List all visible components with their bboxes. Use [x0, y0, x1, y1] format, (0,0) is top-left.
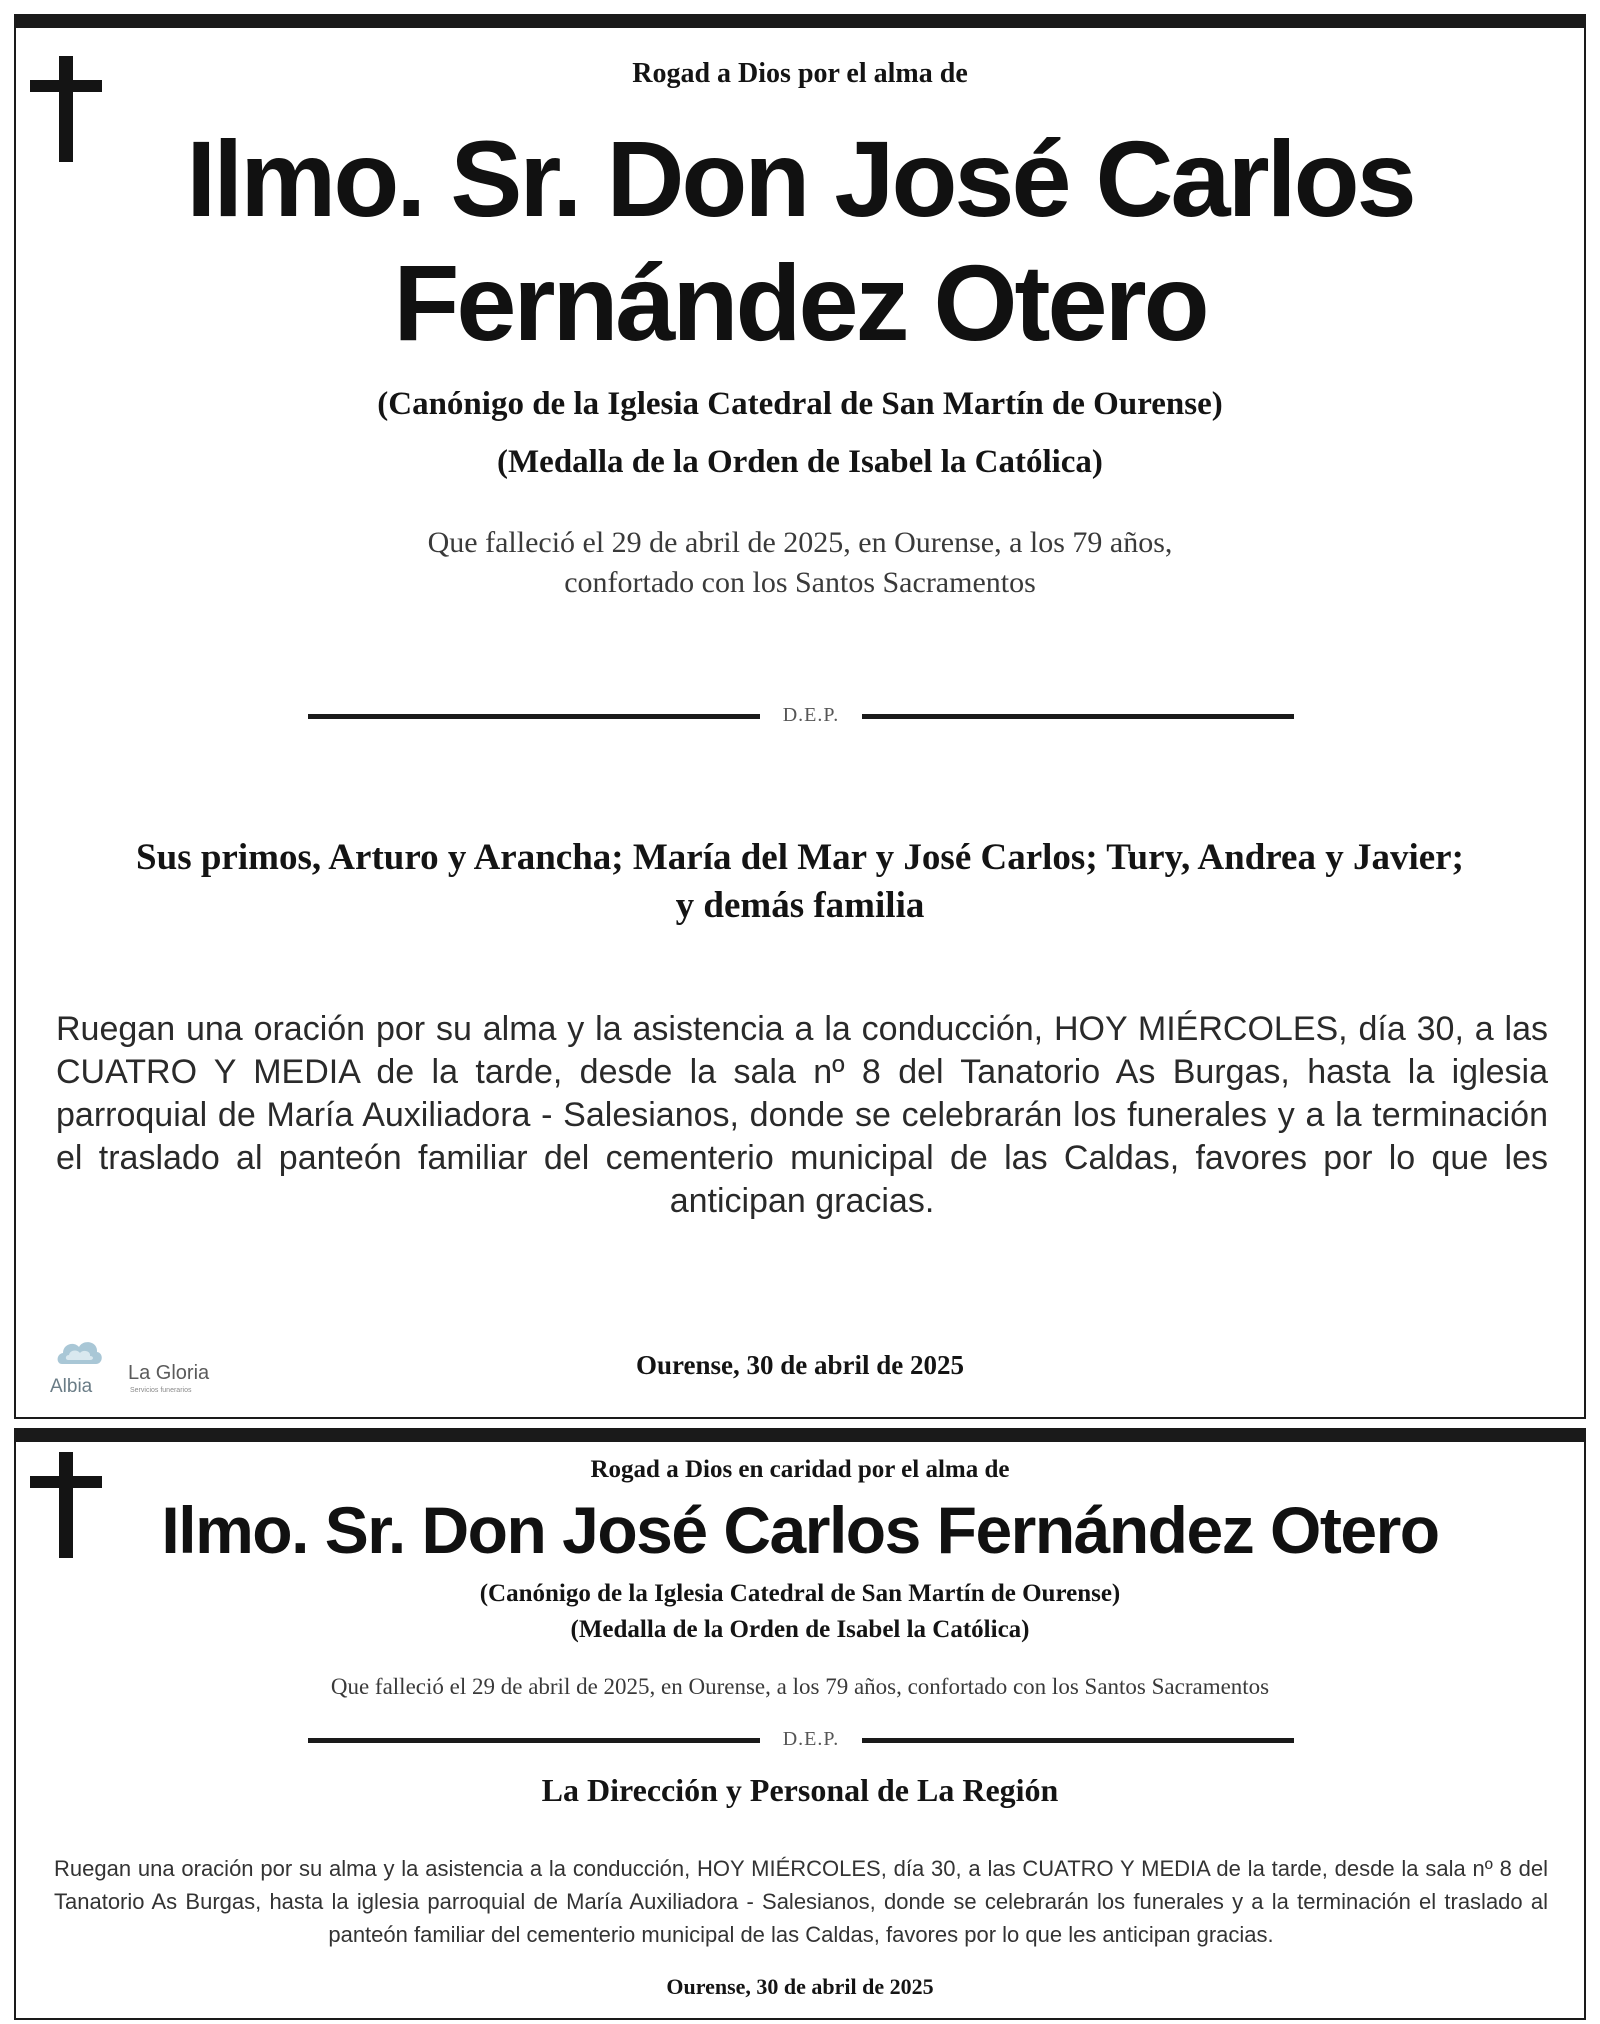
honorific-title-2: (Medalla de la Orden de Isabel la Católica) — [497, 444, 1103, 480]
separator-line-left — [308, 1738, 760, 1743]
place-date: Ourense, 30 de abril de 2025 — [635, 1350, 964, 1380]
honorific-title-1: (Canónigo de la Iglesia Catedral de San Martín de Ourense) — [479, 1580, 1121, 1607]
dep-separator — [16, 1728, 1584, 1752]
dep-label: D.E.P. — [782, 1728, 840, 1750]
honorific-title-1: (Canónigo de la Iglesia Catedral de San Martín de Ourense) — [377, 386, 1223, 422]
deceased-name-line-2: Fernández Otero — [393, 242, 1207, 363]
separator-line-right — [862, 714, 1294, 719]
family-line-1: Sus primos, Arturo y Arancha; María del Mar y José Carlos; Tury, Andrea y Javier; — [136, 837, 1464, 878]
deceased-name-line-1: Ilmo. Sr. Don José Carlos — [186, 118, 1414, 239]
notice-header: Rogad a Dios en caridad por el alma de — [590, 1456, 1010, 1483]
logo-brand-subtitle: Servicios funerarios — [130, 1387, 192, 1394]
honorific-title-2: (Medalla de la Orden de Isabel la Católica) — [570, 1616, 1030, 1643]
separator-line-right — [862, 1738, 1294, 1743]
obituary-notice-company — [14, 1428, 1586, 2020]
dep-label: D.E.P. — [782, 704, 840, 726]
ceremony-details: Ruegan una oración por su alma y la asistencia a la conducción, HOY MIÉRCOLES, día 30, a las CUATRO Y MEDIA de la tarde, desde la sala nº 8 del Tanatorio As Burgas, hasta la iglesia parroquial de María Auxiliadora - Salesianos, donde se celebrarán los funerales y a la terminación el traslado al panteón familiar del cementerio municipal de las Caldas, favores por lo que les anticipan gracias. — [54, 1856, 1548, 1947]
mourners-line: La Dirección y Personal de La Región — [541, 1772, 1059, 1808]
obituary-notice-family — [14, 14, 1586, 1419]
death-info-line-1: Que falleció el 29 de abril de 2025, en Ourense, a los 79 años, — [427, 526, 1173, 559]
logo-brand-albia: Albia — [50, 1376, 93, 1397]
place-date: Ourense, 30 de abril de 2025 — [666, 1974, 934, 1999]
death-info-line-2: confortado con los Santos Sacramentos — [564, 566, 1036, 599]
death-info-line: Que falleció el 29 de abril de 2025, en Ourense, a los 79 años, confortado con los Santos Sacramentos — [330, 1674, 1270, 1699]
logo-brand-la-gloria: La Gloria — [128, 1362, 210, 1384]
ceremony-details: Ruegan una oración por su alma y la asistencia a la conducción, HOY MIÉRCOLES, día 30, a las CUATRO Y MEDIA de la tarde, desde la sala nº 8 del Tanatorio As Burgas, hasta la iglesia parroquial de María Auxiliadora - Salesianos, donde se celebrarán los funerales y a la terminación el traslado al panteón familiar del cementerio municipal de las Caldas, favores por lo que les anticipan gracias. — [56, 1010, 1548, 1220]
deceased-name: Ilmo. Sr. Don José Carlos Fernández Otero — [161, 1493, 1439, 1567]
separator-line-left — [308, 714, 760, 719]
notice-header: Rogad a Dios por el alma de — [632, 58, 968, 89]
dep-separator — [16, 704, 1584, 728]
family-line-2: y demás familia — [675, 885, 925, 926]
